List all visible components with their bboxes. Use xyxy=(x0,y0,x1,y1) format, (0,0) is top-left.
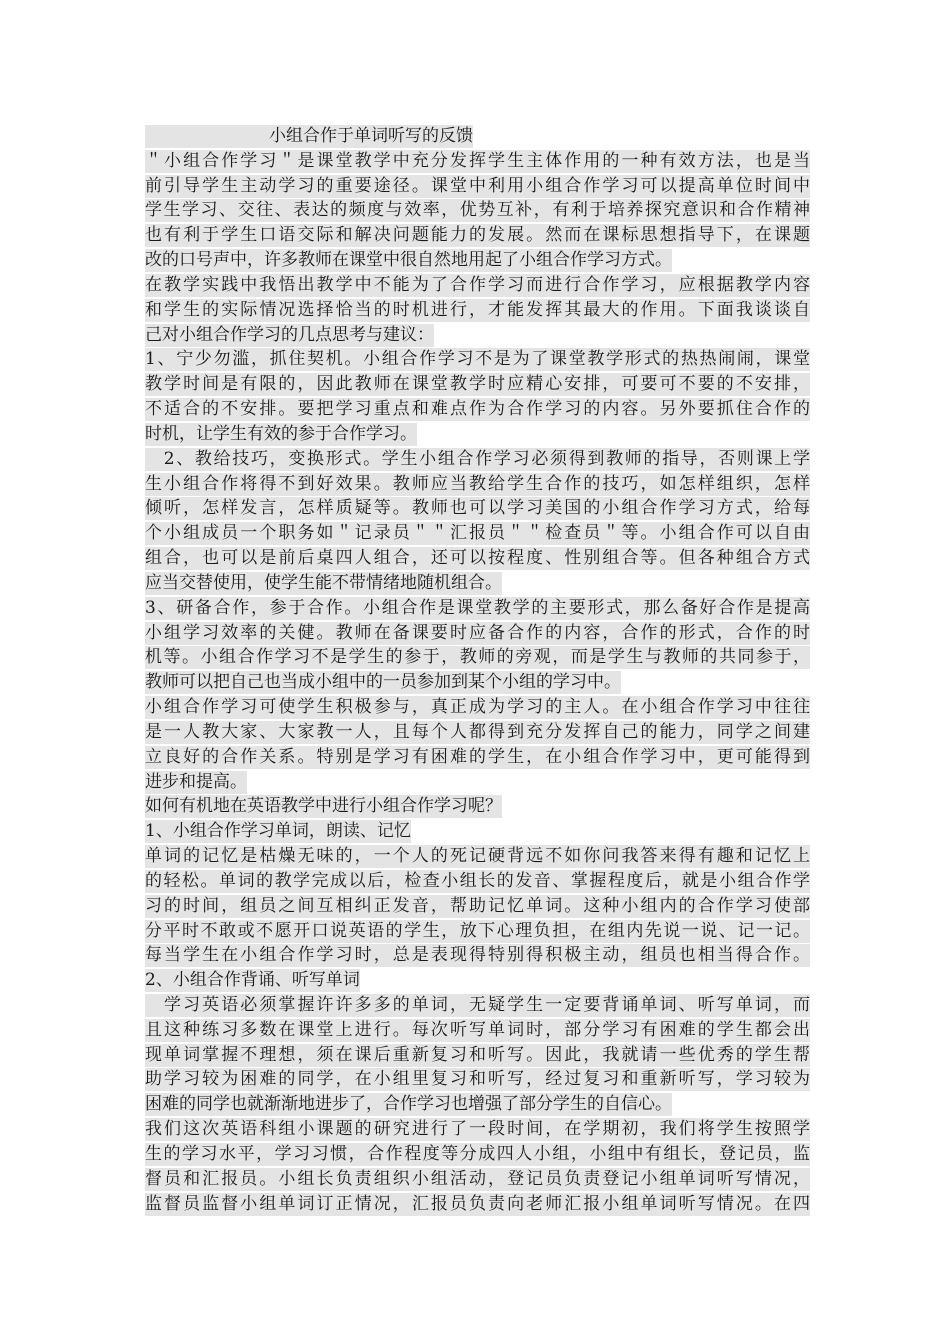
text-line xyxy=(145,1067,810,1092)
text-line-content: 进步和提高。 xyxy=(145,771,247,792)
text-line-content: 立良好的合作关系。特别是学习有困难的学生，在小组合作学习中，更可能得到 xyxy=(145,746,810,767)
document-title-text: 小组合作于单词听写的反馈 xyxy=(145,125,473,148)
text-line-content: 生的学习水平，学习习惯，合作程度等分成四人小组，小组中有组长，登记员，监 xyxy=(145,1143,810,1164)
text-line-content: 3、研备合作，参于合作。小组合作是课堂教学的主要形式，那么备好合作是提高 xyxy=(145,597,810,618)
text-line-content: 和学生的实际情况选择恰当的时机进行，才能发挥其最大的作用。下面我谈谈自 xyxy=(145,299,810,320)
text-line xyxy=(145,844,810,869)
text-line xyxy=(145,1192,810,1217)
text-line xyxy=(145,248,810,273)
text-line-content: 现单词掌握不理想，须在课后重新复习和听写。因此，我就请一些优秀的学生帮 xyxy=(145,1044,810,1065)
text-line xyxy=(145,397,810,422)
text-line xyxy=(145,1167,810,1192)
text-line xyxy=(145,596,810,621)
text-line-content: 每当学生在小组合作学习时，总是表现得特别得积极主动，组员也相当得合作。 xyxy=(145,945,810,966)
text-line xyxy=(145,670,810,695)
text-line xyxy=(145,993,810,1018)
document-body xyxy=(145,124,810,1216)
text-line xyxy=(145,546,810,571)
text-line-content: 2、教给技巧，变换形式。学生小组合作学习必须得到教师的指导，否则课上学 xyxy=(145,448,810,469)
document-title xyxy=(145,124,810,149)
text-line-content: 如何有机地在英语教学中进行小组合作学习呢？ xyxy=(145,796,502,817)
text-line-content: 时机，让学生有效的参于合作学习。 xyxy=(145,423,417,444)
text-line xyxy=(145,695,810,720)
text-line xyxy=(145,819,810,844)
text-line-content: 1、小组合作学习单词，朗读、记忆 xyxy=(145,821,411,842)
text-line xyxy=(145,223,810,248)
text-line xyxy=(145,347,810,372)
text-line xyxy=(145,869,810,894)
text-line-content: 组合，也可以是前后桌四人组合，还可以按程度、性别组合等。但各种组合方式 xyxy=(145,548,810,569)
text-line xyxy=(145,645,810,670)
text-line xyxy=(145,621,810,646)
text-line xyxy=(145,745,810,770)
text-line-content: 分平时不敢或不愿开口说英语的学生，放下心理负担，在组内先说一说、记一记。 xyxy=(145,920,810,941)
text-line-content: 是一人教大家、大家教一人，且每个人都得到充分发挥自己的能力，同学之间建 xyxy=(145,721,810,742)
text-line-content: 教师可以把自己也当成小组中的一员参加到某个小组的学习中。 xyxy=(145,672,621,693)
text-line xyxy=(145,894,810,919)
text-line-content: 倾听，怎样发言，怎样质疑等。教师也可以学习美国的小组合作学习方式，给每 xyxy=(145,498,810,519)
text-line-content: 困难的同学也就渐渐地进步了，合作学习也增强了部分学生的自信心。 xyxy=(145,1094,672,1115)
text-line xyxy=(145,720,810,745)
text-line xyxy=(145,1117,810,1142)
text-line-content: 改的口号声中，许多教师在课堂中很自然地用起了小组合作学习方式。 xyxy=(145,250,672,271)
text-line-content: 生小组合作将得不到好效果。教师应当教给学生合作的技巧，如怎样组织，怎样 xyxy=(145,473,810,494)
text-line xyxy=(145,571,810,596)
text-line xyxy=(145,1092,810,1117)
text-line xyxy=(145,447,810,472)
text-line xyxy=(145,198,810,223)
text-line-content: 教学时间是有限的，因此教师在课堂教学时应精心安排，可要可不要的不安排， xyxy=(145,374,810,395)
text-line-content: 机等。小组合作学习不是学生的参于，教师的旁观，而是学生与教师的共同参于， xyxy=(145,647,810,668)
text-line xyxy=(145,770,810,795)
text-line-content: 小组学习效率的关健。教师在备课要时应备合作的内容，合作的形式，合作的时 xyxy=(145,622,810,643)
text-line xyxy=(145,943,810,968)
text-line-content: 应当交替使用，使学生能不带情绪地随机组合。 xyxy=(145,572,502,593)
text-line-content: 监督员监督小组单词订正情况，汇报员负责向老师汇报小组单词听写情况。在四 xyxy=(145,1193,810,1214)
text-line xyxy=(145,1142,810,1167)
text-line-content: 的轻松。单词的教学完成以后，检查小组长的发音、掌握程度后，就是小组合作学 xyxy=(145,870,810,891)
text-line xyxy=(145,273,810,298)
text-line-content: 单词的记忆是枯燥无味的，一个人的死记硬背远不如你问我答来得有趣和记忆上 xyxy=(145,846,810,867)
text-line xyxy=(145,521,810,546)
text-line-content: ＂小组合作学习＂是课堂教学中充分发挥学生主体作用的一种有效方法，也是当 xyxy=(145,150,810,171)
text-line-content: 己对小组合作学习的几点思考与建议： xyxy=(145,324,434,345)
text-line-content: 1、宁少勿滥，抓住契机。小组合作学习不是为了课堂教学形式的热热闹闹，课堂 xyxy=(145,349,810,370)
text-line-content: 学生学习、交往、表达的频度与效率，优势互补，有利于培养探究意识和合作精神 xyxy=(145,200,810,221)
text-line-content: 习的时间，组员之间互相纠正发音，帮助记忆单词。这种小组内的合作学习使部 xyxy=(145,895,810,916)
text-line-content: 助学习较为困难的同学，在小组里复习和听写，经过复习和重新听写，学习较为 xyxy=(145,1069,810,1090)
text-line xyxy=(145,472,810,497)
text-line-content: 不适合的不安排。要把学习重点和难点作为合作学习的内容。另外要抓住合作的 xyxy=(145,399,810,420)
text-line-content: 我们这次英语科组小课题的研究进行了一段时间，在学期初，我们将学生按照学 xyxy=(145,1119,810,1140)
text-line xyxy=(145,298,810,323)
text-line-content: 也有利于学生口语交际和解决问题能力的发展。然而在课标思想指导下，在课题 xyxy=(145,225,810,246)
text-line xyxy=(145,1043,810,1068)
text-line-content: 小组合作学习可使学生积极参与，真正成为学习的主人。在小组合作学习中往往 xyxy=(145,697,810,718)
text-line xyxy=(145,919,810,944)
text-line-content: 2、小组合作背诵、听写单词 xyxy=(145,970,360,991)
text-line-content: 督员和汇报员。小组长负责组织小组活动，登记员负责登记小组单词听写情况， xyxy=(145,1168,810,1189)
text-line xyxy=(145,149,810,174)
text-line xyxy=(145,968,810,993)
text-line-content: 学习英语必须掌握许许多多的单词，无疑学生一定要背诵单词、听写单词，而 xyxy=(145,994,810,1015)
text-line xyxy=(145,323,810,348)
document-text xyxy=(145,149,810,1217)
text-line xyxy=(145,794,810,819)
text-line xyxy=(145,372,810,397)
text-line-content: 在教学实践中我悟出教学中不能为了合作学习而进行合作学习，应根据教学内容 xyxy=(145,274,810,295)
text-line-content: 个小组成员一个职务如＂记录员＂＂汇报员＂＂检查员＂等。小组合作可以自由 xyxy=(145,523,810,544)
text-line xyxy=(145,1018,810,1043)
text-line xyxy=(145,422,810,447)
text-line-content: 前引导学生主动学习的重要途径。课堂中利用小组合作学习可以提高单位时间中 xyxy=(145,175,810,196)
text-line-content: 且这种练习多数在课堂上进行。每次听写单词时，部分学习有困难的学生都会出 xyxy=(145,1019,810,1040)
text-line xyxy=(145,496,810,521)
text-line xyxy=(145,174,810,199)
